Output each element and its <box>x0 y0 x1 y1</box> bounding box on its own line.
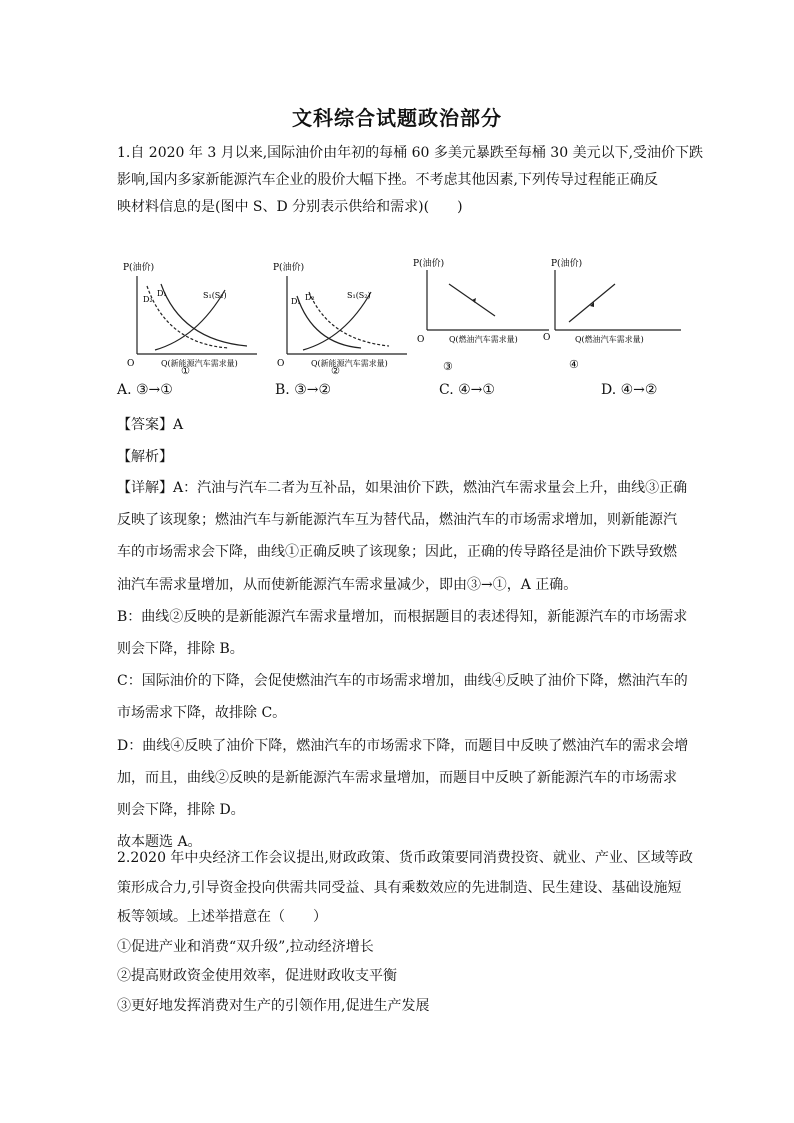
question-1-stem <box>117 140 704 221</box>
y-axis-label: P(油价) <box>273 263 305 273</box>
solution-line: B：曲线②反映的是新能源汽车需求量增加，而根据题目的表述得知，新能源汽车的市场需求 <box>117 608 688 625</box>
q2-line: 2.2020 年中央经济工作会议提出,财政政策、货币政策要同消费投资、就业、产业、区域等政 <box>117 850 693 866</box>
origin-label: O <box>417 335 425 345</box>
origin-label: O <box>127 359 135 369</box>
x-axis-label: Q(新能源汽车需求量) <box>311 359 388 368</box>
y-axis-label: P(油价) <box>413 259 445 269</box>
solution-line: 油汽车需求量增加，从而使新能源汽车需求量减少，即由③→①，A 正确。 <box>117 576 578 593</box>
y-axis-label: P(油价) <box>123 263 155 273</box>
question-1-figures <box>117 258 687 378</box>
demand-curve-d2 <box>309 292 389 346</box>
solution-line: 【详解】A：汽油与汽车二者为互补品，如果油价下跌，燃油汽车需求量会上升，曲线③正确 <box>117 480 688 496</box>
figure-number: ① <box>181 366 190 376</box>
solution-line: 故本题选 A。 <box>117 834 202 851</box>
x-axis-label: Q(燃油汽车需求量) <box>575 335 644 344</box>
figure-4 <box>543 258 683 376</box>
option-d: D. ④→② <box>601 382 658 398</box>
q2-choice: ②提高财政资金使用效率，促进财政收支平衡 <box>117 968 397 985</box>
question-2 <box>117 844 693 1022</box>
curve-label: D₂ <box>305 293 315 302</box>
figure-number: ② <box>331 366 340 376</box>
demand-line <box>569 284 615 322</box>
solution-line: C：国际油价的下降，会促使燃油汽车的市场需求增加，曲线④反映了油价下降，燃油汽车的 <box>117 673 688 690</box>
analysis-tag: 【解析】 <box>117 449 173 465</box>
curve-label: D₁ <box>291 297 301 306</box>
curve-label: S₁(S₂) <box>347 291 371 300</box>
option-b: B. ③→② <box>275 382 332 398</box>
solution-line: 车的市场需求会下降，曲线①正确反映了该现象；因此，正确的传导路径是油价下跌导致燃 <box>117 544 677 561</box>
option-c: C. ④→① <box>439 382 495 398</box>
figure-1 <box>117 258 267 376</box>
figure-2 <box>267 258 417 376</box>
curve-label: D₁ <box>157 289 167 298</box>
origin-label: O <box>277 359 285 369</box>
q2-choice: ①促进产业和消费“双升级”,拉动经济增长 <box>117 938 374 955</box>
question-1-options <box>117 382 687 406</box>
option-a: A. ③→① <box>117 382 173 398</box>
solution-text <box>117 472 689 858</box>
q1-line: 影响,国内多家新能源汽车企业的股价大幅下挫。不考虑其他因素,下列传导过程能正确反 <box>117 172 658 188</box>
figure-3 <box>413 258 553 376</box>
solution-line: 反映了该现象；燃油汽车与新能源汽车互为替代品，燃油汽车的市场需求增加，则新能源汽 <box>117 512 677 529</box>
x-axis-label: Q(燃油汽车需求量) <box>449 335 518 344</box>
figure-number: ④ <box>569 358 579 371</box>
q2-line: 策形成合力,引导资金投向供需共同受益、具有乘数效应的先进制造、民生建设、基础设施短 <box>117 879 682 896</box>
solution-line: 加，而且，曲线②反映的是新能源汽车需求量增加，而题目中反映了新能源汽车的市场需求 <box>117 769 677 786</box>
q2-choice: ③更好地发挥消费对生产的引领作用,促进生产发展 <box>117 997 430 1014</box>
q1-line: 1.自 2020 年 3 月以来,国际油价由年初的每桶 60 多美元暴跌至每桶 30 美元以下,受油价下跌 <box>117 145 704 161</box>
q1-line: 映材料信息的是(图中 S、D 分别表示供给和需求)( ) <box>117 199 463 215</box>
answer-tag: 【答案】A <box>117 417 184 433</box>
curve-label: D₂ <box>143 295 153 304</box>
figure-number: ③ <box>443 360 453 373</box>
q2-line: 板等领域。上述举措意在（ ） <box>117 909 327 926</box>
solution-line: D：曲线④反映了油价下降，燃油汽车的市场需求下降，而题目中反映了燃油汽车的需求会增 <box>117 737 689 754</box>
origin-label: O <box>543 333 551 343</box>
page-title: 文科综合试题政治部分 <box>292 106 502 130</box>
curve-label: S₁(S₂) <box>203 291 227 300</box>
y-axis-label: P(油价) <box>551 259 583 269</box>
solution-line: 则会下降，排除 B。 <box>117 641 244 658</box>
solution-line: 市场需求下降，故排除 C。 <box>117 705 287 722</box>
solution-line: 则会下降，排除 D。 <box>117 802 245 819</box>
x-axis-label: Q(新能源汽车需求量) <box>161 359 238 368</box>
